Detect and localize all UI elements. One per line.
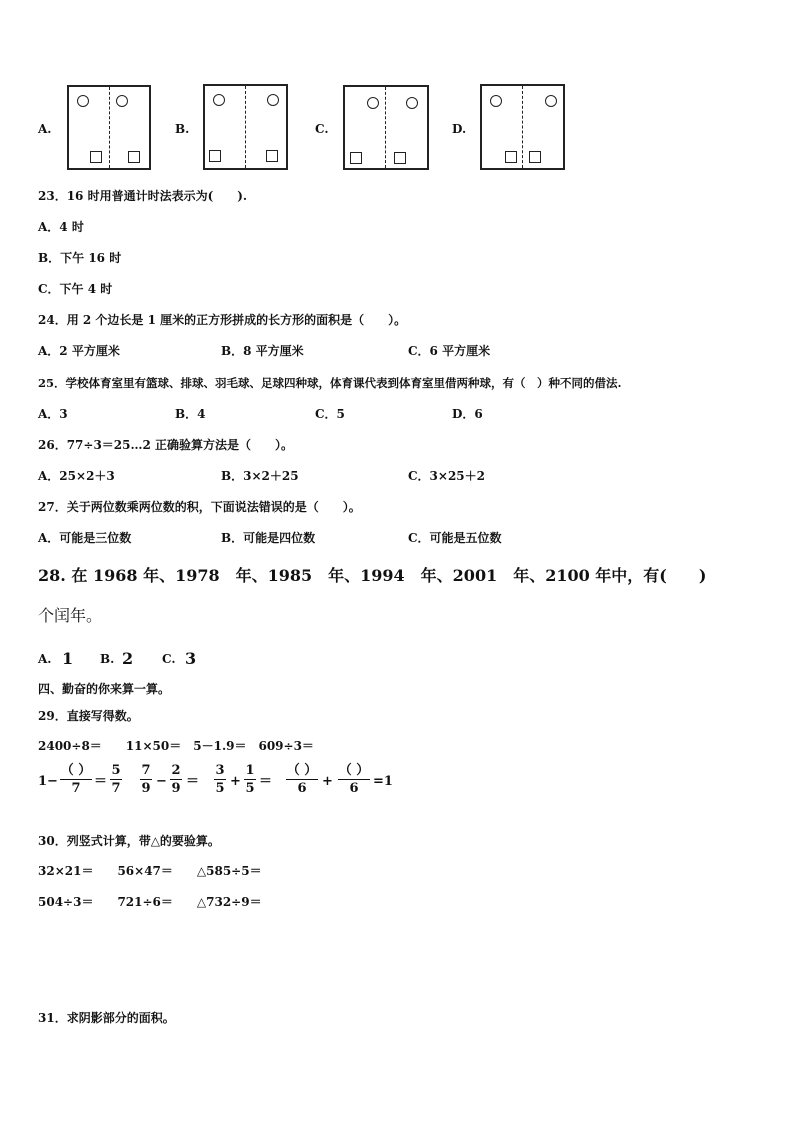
q27-option-c: C．可能是五位数	[408, 531, 502, 545]
fraction	[244, 763, 256, 796]
circle-shape	[267, 94, 279, 106]
denominator: 9	[171, 781, 181, 796]
q30-row-2: 504÷3＝ 721÷6＝ △732÷9＝	[38, 895, 262, 909]
square-shape	[266, 150, 278, 162]
figure-a	[67, 85, 151, 170]
q26-option-a: A．25×2＋3	[38, 469, 115, 483]
q24-option-c: C．6 平方厘米	[408, 344, 491, 358]
circle-shape	[406, 97, 418, 109]
q26-option-c: C．3×25＋2	[408, 469, 486, 483]
fraction	[214, 763, 226, 796]
circle-shape	[367, 97, 379, 109]
q27-option-b: B．可能是四位数	[221, 531, 316, 545]
q29-row-1: 2400÷8＝ 11×50＝ 5－1.9＝ 609÷3＝	[38, 739, 314, 753]
square-shape	[350, 152, 362, 164]
q27-option-a: A．可能是三位数	[38, 531, 132, 545]
fraction	[170, 763, 182, 796]
q23-option-a: A．4 时	[38, 220, 84, 234]
q31-question: 31．求阴影部分的面积。	[38, 1011, 175, 1025]
square-shape	[529, 151, 541, 163]
fraction	[140, 763, 152, 796]
fraction-bar	[214, 779, 226, 780]
equals-sign: ＝	[259, 774, 273, 789]
circle-shape	[490, 95, 502, 107]
circle-shape	[213, 94, 225, 106]
minus-sign: −	[156, 774, 167, 789]
numerator: （ ）	[338, 763, 370, 778]
q30-question: 30．列竖式计算，带△的要验算。	[38, 834, 220, 848]
fraction	[338, 763, 370, 796]
q30-row-1: 32×21＝ 56×47＝ △585÷5＝	[38, 864, 262, 878]
figure-c	[343, 85, 429, 170]
denominator: 5	[245, 781, 255, 796]
section-4-title: 四、勤奋的你来算一算。	[38, 682, 171, 696]
fold-line	[522, 86, 523, 168]
q24-option-a: A．2 平方厘米	[38, 344, 120, 358]
option-c-label: C.	[315, 122, 329, 136]
equals-sign: ＝	[186, 774, 200, 789]
denominator: 7	[71, 781, 81, 796]
fraction-bar	[110, 779, 122, 780]
denominator: 7	[111, 781, 121, 796]
q28-option-c-label: C.	[162, 652, 176, 666]
denominator: 6	[349, 781, 359, 796]
fraction	[60, 763, 92, 796]
numerator: 7	[141, 763, 151, 778]
numerator: 2	[171, 763, 181, 778]
circle-shape	[77, 95, 89, 107]
fraction-bar	[170, 779, 182, 780]
fraction-bar	[140, 779, 152, 780]
figure-d	[480, 84, 565, 170]
q26-option-b: B．3×2＋25	[221, 469, 299, 483]
plus-sign: +	[322, 774, 333, 789]
q28-option-b-label: B.	[100, 652, 115, 666]
q28-option-a-label: A.	[38, 652, 52, 666]
square-shape	[394, 152, 406, 164]
q24-option-b: B．8 平方厘米	[221, 344, 304, 358]
q27-question: 27．关于两位数乘两位数的积，下面说法错误的是（ ）。	[38, 500, 361, 514]
q23-option-c: C．下午 4 时	[38, 282, 113, 296]
fraction	[286, 763, 318, 796]
fold-line	[385, 87, 386, 168]
numerator: （ ）	[286, 763, 318, 778]
numerator: （ ）	[60, 763, 92, 778]
figure-b	[203, 84, 288, 170]
numerator: 1	[245, 763, 255, 778]
q29-f1-lead: 1−	[38, 774, 58, 789]
q25-option-d: D．6	[452, 407, 483, 421]
circle-shape	[545, 95, 557, 107]
square-shape	[505, 151, 517, 163]
fraction	[110, 763, 122, 796]
q25-option-a: A．3	[38, 407, 68, 421]
q28-option-b-value: 2	[122, 649, 134, 668]
option-b-label: B.	[175, 122, 190, 136]
q29-question: 29．直接写得数。	[38, 709, 139, 723]
fraction-bar	[286, 779, 318, 780]
plus-sign: +	[230, 774, 241, 789]
q28-option-a-value: 1	[62, 649, 74, 668]
q25-option-c: C．5	[315, 407, 345, 421]
numerator: 5	[111, 763, 121, 778]
equals-one: =1	[373, 774, 393, 789]
square-shape	[90, 151, 102, 163]
q26-question: 26．77÷3＝25…2 正确验算方法是（ ）。	[38, 438, 294, 452]
q23-question: 23．16 时用普通计时法表示为( ).	[38, 189, 248, 203]
circle-shape	[116, 95, 128, 107]
denominator: 9	[141, 781, 151, 796]
q25-option-b: B．4	[175, 407, 206, 421]
q28-question-line2: 个闰年。	[38, 606, 103, 625]
denominator: 5	[215, 781, 225, 796]
fold-line	[109, 87, 110, 168]
q23-option-b: B．下午 16 时	[38, 251, 122, 265]
q28-option-c-value: 3	[185, 649, 197, 668]
square-shape	[128, 151, 140, 163]
fold-line	[245, 86, 246, 168]
q25-question: 25．学校体育室里有篮球、排球、羽毛球、足球四种球，体育课代表到体育室里借两种球，有（ ）种不同的借法.	[38, 376, 622, 390]
fraction-bar	[244, 779, 256, 780]
denominator: 6	[297, 781, 307, 796]
square-shape	[209, 150, 221, 162]
equals-sign: ＝	[94, 774, 108, 789]
option-a-label: A.	[38, 122, 52, 136]
option-d-label: D.	[452, 122, 467, 136]
fraction-bar	[338, 779, 370, 780]
q28-question-line1: 28. 在 1968 年、1978 年、1985 年、1994 年、2001 年、2100 年中，有( )	[38, 566, 707, 585]
fraction-bar	[60, 779, 92, 780]
numerator: 3	[215, 763, 225, 778]
q24-question: 24．用 2 个边长是 1 厘米的正方形拼成的长方形的面积是（ ）。	[38, 313, 407, 327]
